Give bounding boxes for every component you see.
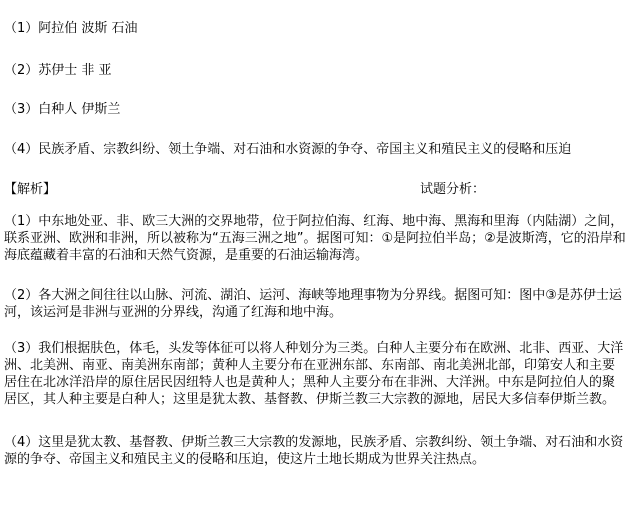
analysis-paragraph-1: （1）中东地处亚、非、欧三大洲的交界地带，位于阿拉伯海、红海、地中海、黑海和里海（内陆湖）之间，联系亚洲、欧洲和非洲，所以被称为“五海三洲之地”。据图可知：①是阿拉伯半岛；②是波斯湾，它的沿岸和海底蕴藏着丰富的石油和天然气资源，是重要的石油运输海湾。 [4,214,626,263]
answer-4: （4）民族矛盾、宗教纠纷、领土争端、对石油和水资源的争夺、帝国主义和殖民主义的侵略和压迫 [4,142,572,157]
analysis-heading: 【解析】 [4,182,57,197]
analysis-paragraph-2: （2）各大洲之间往往以山脉、河流、湖泊、运河、海峡等地理事物为分界线。据图可知：图中③是苏伊士运河，该运河是非洲与亚洲的分界线，沟通了红海和地中海。 [4,288,622,320]
answer-1: （1）阿拉伯 波斯 石油 [4,21,138,36]
analysis-label: 试题分析： [420,182,486,197]
answer-3: （3）白种人 伊斯兰 [4,102,121,117]
analysis-paragraph-4: （4）这里是犹太教、基督教、伊斯兰教三大宗教的发源地，民族矛盾、宗教纠纷、领土争端、对石油和水资源的争夺、帝国主义和殖民主义的侵略和压迫，使这片土地长期成为世界关注热点。 [4,435,624,467]
analysis-paragraph-3: （3）我们根据肤色，体毛，头发等体征可以将人种划分为三类。白种人主要分布在欧洲、北非、西亚、大洋洲、北美洲、南亚、南美洲东南部；黄种人主要分布在亚洲东部、东南部、南北美洲北部，印第安人和主要居住在北冰洋沿岸的原住居民因纽特人也是黄种人；黑种人主要分布在非洲、大洋洲。中东是阿拉伯人的聚居区，其人种主要是白种人；这里是犹太教、基督教、伊斯兰教三大宗教的源地，居民大多信奉伊斯兰教。 [4,341,624,407]
answer-2: （2）苏伊士 非 亚 [4,63,112,78]
